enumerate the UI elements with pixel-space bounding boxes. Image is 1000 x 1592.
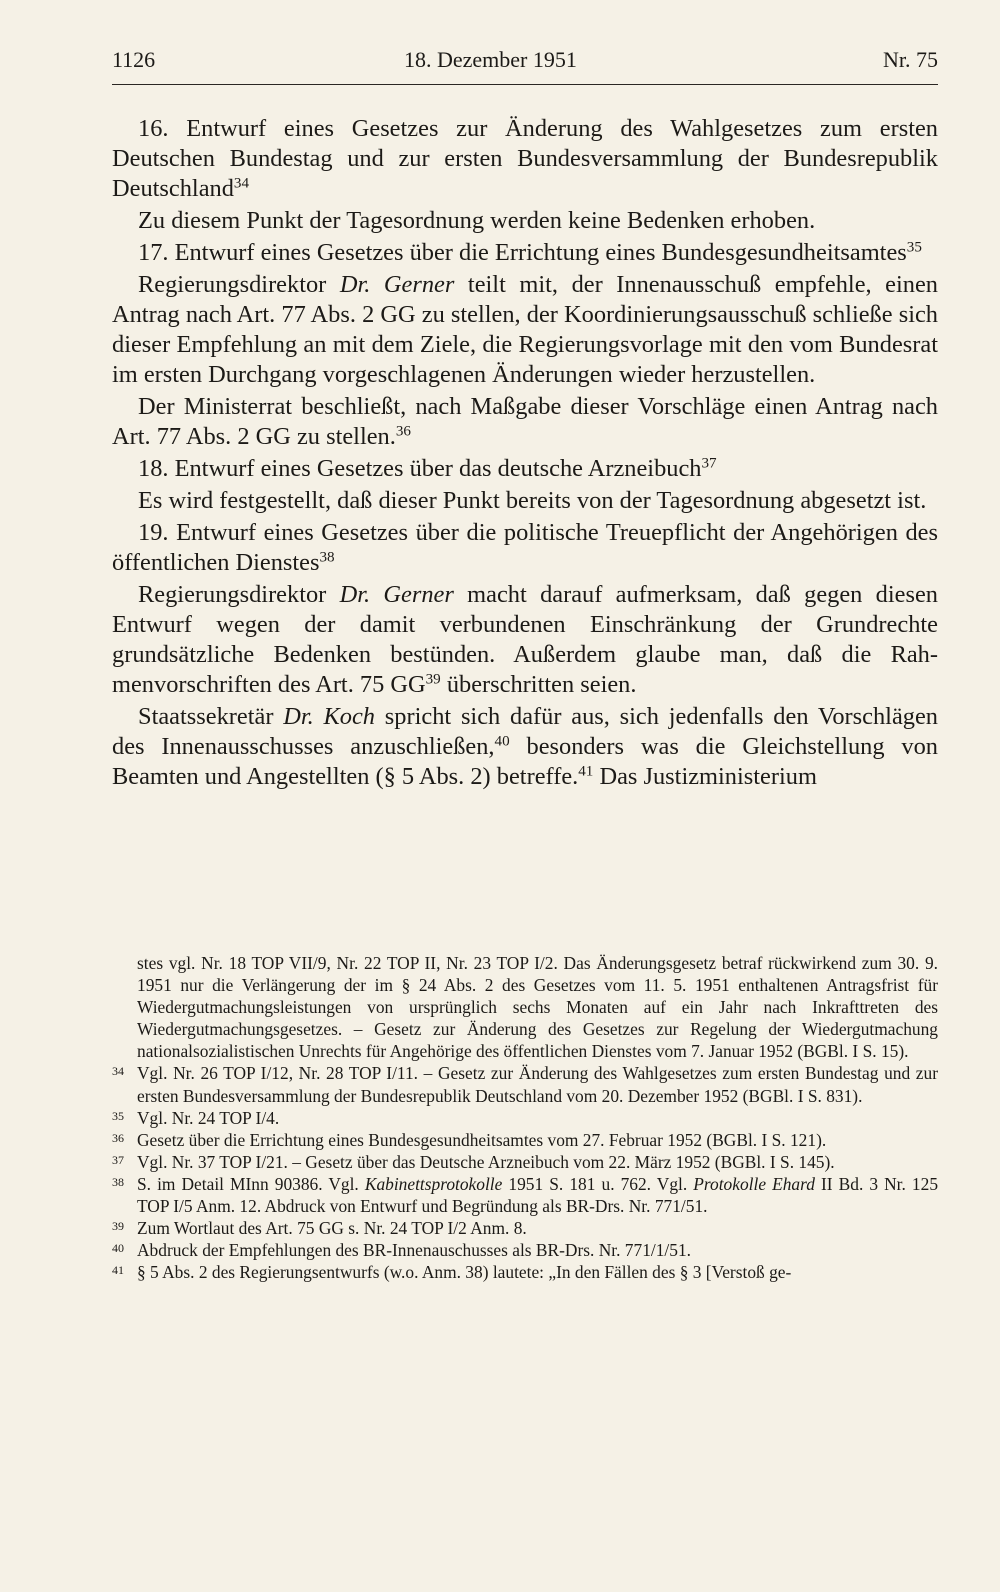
footnote-ref: 34 xyxy=(233,175,250,192)
footnote-40: 40 Abdruck der Empfehlungen des BR-Innenauschusses als BR-Drs. Nr. 771/1/51. xyxy=(112,1240,691,1261)
footnote-ref: 40 xyxy=(494,733,510,750)
footnote-38: 38 S. im Detail MInn 90386. Vgl. Kabinettsprotokolle 1951 S. 181 u. 762. Vgl. Protokolle Ehard II Bd. 3 Nr. 125 TOP I/5 Anm. 12. Abdruck von Entwurf und Begründung als BR-Drs. Nr. 771/51. xyxy=(112,1173,939,1217)
footnote-37: 37 Vgl. Nr. 37 TOP I/21. – Gesetz über das Deutsche Arzneibuch vom 22. März 1952 (BGBl. I S. 145). xyxy=(112,1151,835,1172)
header-issue-number: Nr. 75 xyxy=(883,47,938,72)
footnote-ref: 35 xyxy=(906,239,922,256)
footnote-number: 34 xyxy=(112,1064,124,1079)
footnote-number: 39 xyxy=(112,1219,124,1234)
footnote-ref: 39 xyxy=(425,671,441,688)
footnote-ref: 41 xyxy=(578,763,594,780)
footnote-35: 35 Vgl. Nr. 24 TOP I/4. xyxy=(112,1107,280,1128)
footnote-36: 36 Gesetz über die Errichtung eines Bundesgesundheitsamtes vom 27. Februar 1952 (BGBl. I S. 121). xyxy=(112,1129,827,1150)
item-16-title: 16. Entwurf eines Gesetzes zur Änderung des Wahlgesetzes zum ersten Deutschen Bundestag und zur ersten Bundesversammlung der Bundesrepublik Deutschland$^{34}$ xyxy=(112,115,938,202)
header-date: 18. Dezember 1951 xyxy=(404,47,577,72)
item-18-text: Es wird festgestellt, daß dieser Punkt bereits von der Tagesordnung abgesetzt ist. xyxy=(138,487,927,514)
item-19-title: 19. Entwurf eines Gesetzes über die politische Treuepflicht der Angehörigen des öffentlichen Dienstes$^{38}$ xyxy=(112,519,938,576)
item-17-title: 17. Entwurf eines Gesetzes über die Errichtung eines Bundesgesundheitsamtes$^{35}$ xyxy=(138,239,922,266)
footnote-34: 34 Vgl. Nr. 26 TOP I/12, Nr. 28 TOP I/11. – Gesetz zur Änderung des Wahlgesetzes zum ersten Bundestag und zur ersten Bundesversammlung der Bundesrepublik Deutschland vom 20. Dezember 1952 (BGBl. I S. 831). xyxy=(112,1063,938,1106)
item-18-title: 18. Entwurf eines Gesetzes über das deutsche Arzneibuch$^{37}$ xyxy=(138,455,717,482)
running-header xyxy=(112,44,938,84)
main-text xyxy=(112,114,938,794)
item-17-paragraph-1: Regierungsdirektor Dr. Gerner teilt mit, der Innenausschuß empfehle, einen Antrag nach Art. 77 Abs. 2 GG zu stellen, der Koordinierungsausschuß schließe sich dieser Empfehlung an mit dem Ziele, die Regierungsvorlage mit den vom Bundesrat im ersten Durchgang vorgeschlagenen Änderungen wieder herzustellen. xyxy=(112,271,938,388)
footnote-number: 35 xyxy=(112,1108,124,1123)
footnote-number: 38 xyxy=(112,1174,124,1189)
footnote-number: 41 xyxy=(112,1263,124,1278)
item-19-paragraph-2: Staatssekretär Dr. Koch spricht sich dafür aus, sich jedenfalls den Vorschlägen des Innenausschusses anzuschließen,$^{40}$ besonders was die Gleichstellung von Beamten und Angestellten (§ 5 Abs. 2) betreffe.$^{41}$ Das Justizministerium xyxy=(112,703,939,790)
footnote-number: 36 xyxy=(112,1130,124,1145)
person-name: Dr. Koch xyxy=(283,703,375,730)
page-number: 1126 xyxy=(112,47,156,72)
footnote-ref: 37 xyxy=(701,455,717,472)
header-rule xyxy=(112,84,938,85)
footnote-ref: 36 xyxy=(395,423,411,440)
footnote-39: 39 Zum Wortlaut des Art. 75 GG s. Nr. 24 TOP I/2 Anm. 8. xyxy=(112,1218,527,1239)
footnote-number: 40 xyxy=(112,1241,124,1256)
person-name: Dr. Gerner xyxy=(339,581,454,608)
footnotes xyxy=(112,952,938,1283)
footnote-ref: 38 xyxy=(319,549,335,566)
item-19-paragraph-1: Regierungsdirektor Dr. Gerner macht darauf aufmerksam, daß gegen diesen Entwurf wegen der damit verbundenen Einschränkung der Grundrechte grundsätzliche Bedenken bestünden. Außerdem glaube man, daß die Rahmenvorschriften des Art. 75 GG$^{39}$ überschritten seien. xyxy=(112,581,938,698)
footnote-number: 37 xyxy=(112,1152,124,1167)
item-16-text: Zu diesem Punkt der Tagesordnung werden keine Bedenken erhoben. xyxy=(138,207,816,234)
footnote-41: 41 § 5 Abs. 2 des Regierungsentwurfs (w.o. Anm. 38) lautete: „In den Fällen des § 3 [Verstoß ge- xyxy=(112,1262,792,1283)
person-name: Dr. Gerner xyxy=(339,271,455,298)
item-17-paragraph-2: Der Ministerrat beschließt, nach Maßgabe dieser Vorschläge einen Antrag nach Art. 77 Abs. 2 GG zu stellen.$^{36}$ xyxy=(112,393,938,450)
footnote-continuation: stes vgl. Nr. 18 TOP VII/9, Nr. 22 TOP II, Nr. 23 TOP I/2. Das Änderungsgesetz betraf rückwirkend zum 30. 9. 1951 nur die Verlängerung der im § 24 Abs. 2 des Gesetzes vom 11. 5. 1951 enthaltenen Antragsfrist für Wiedergutmachungsleistungen von ursprünglich sechs Monaten auf ein Jahr nach Inkrafttreten des Wiedergutmachungsgesetzes. – Gesetz zur Änderung des Gesetzes zur Regelung der Wiedergutmachung nationalsozialistischen Unrechts für Angehörige des öffentlichen Dienstes vom 7. Januar 1952 (BGBl. I S. 15). xyxy=(137,953,938,1062)
